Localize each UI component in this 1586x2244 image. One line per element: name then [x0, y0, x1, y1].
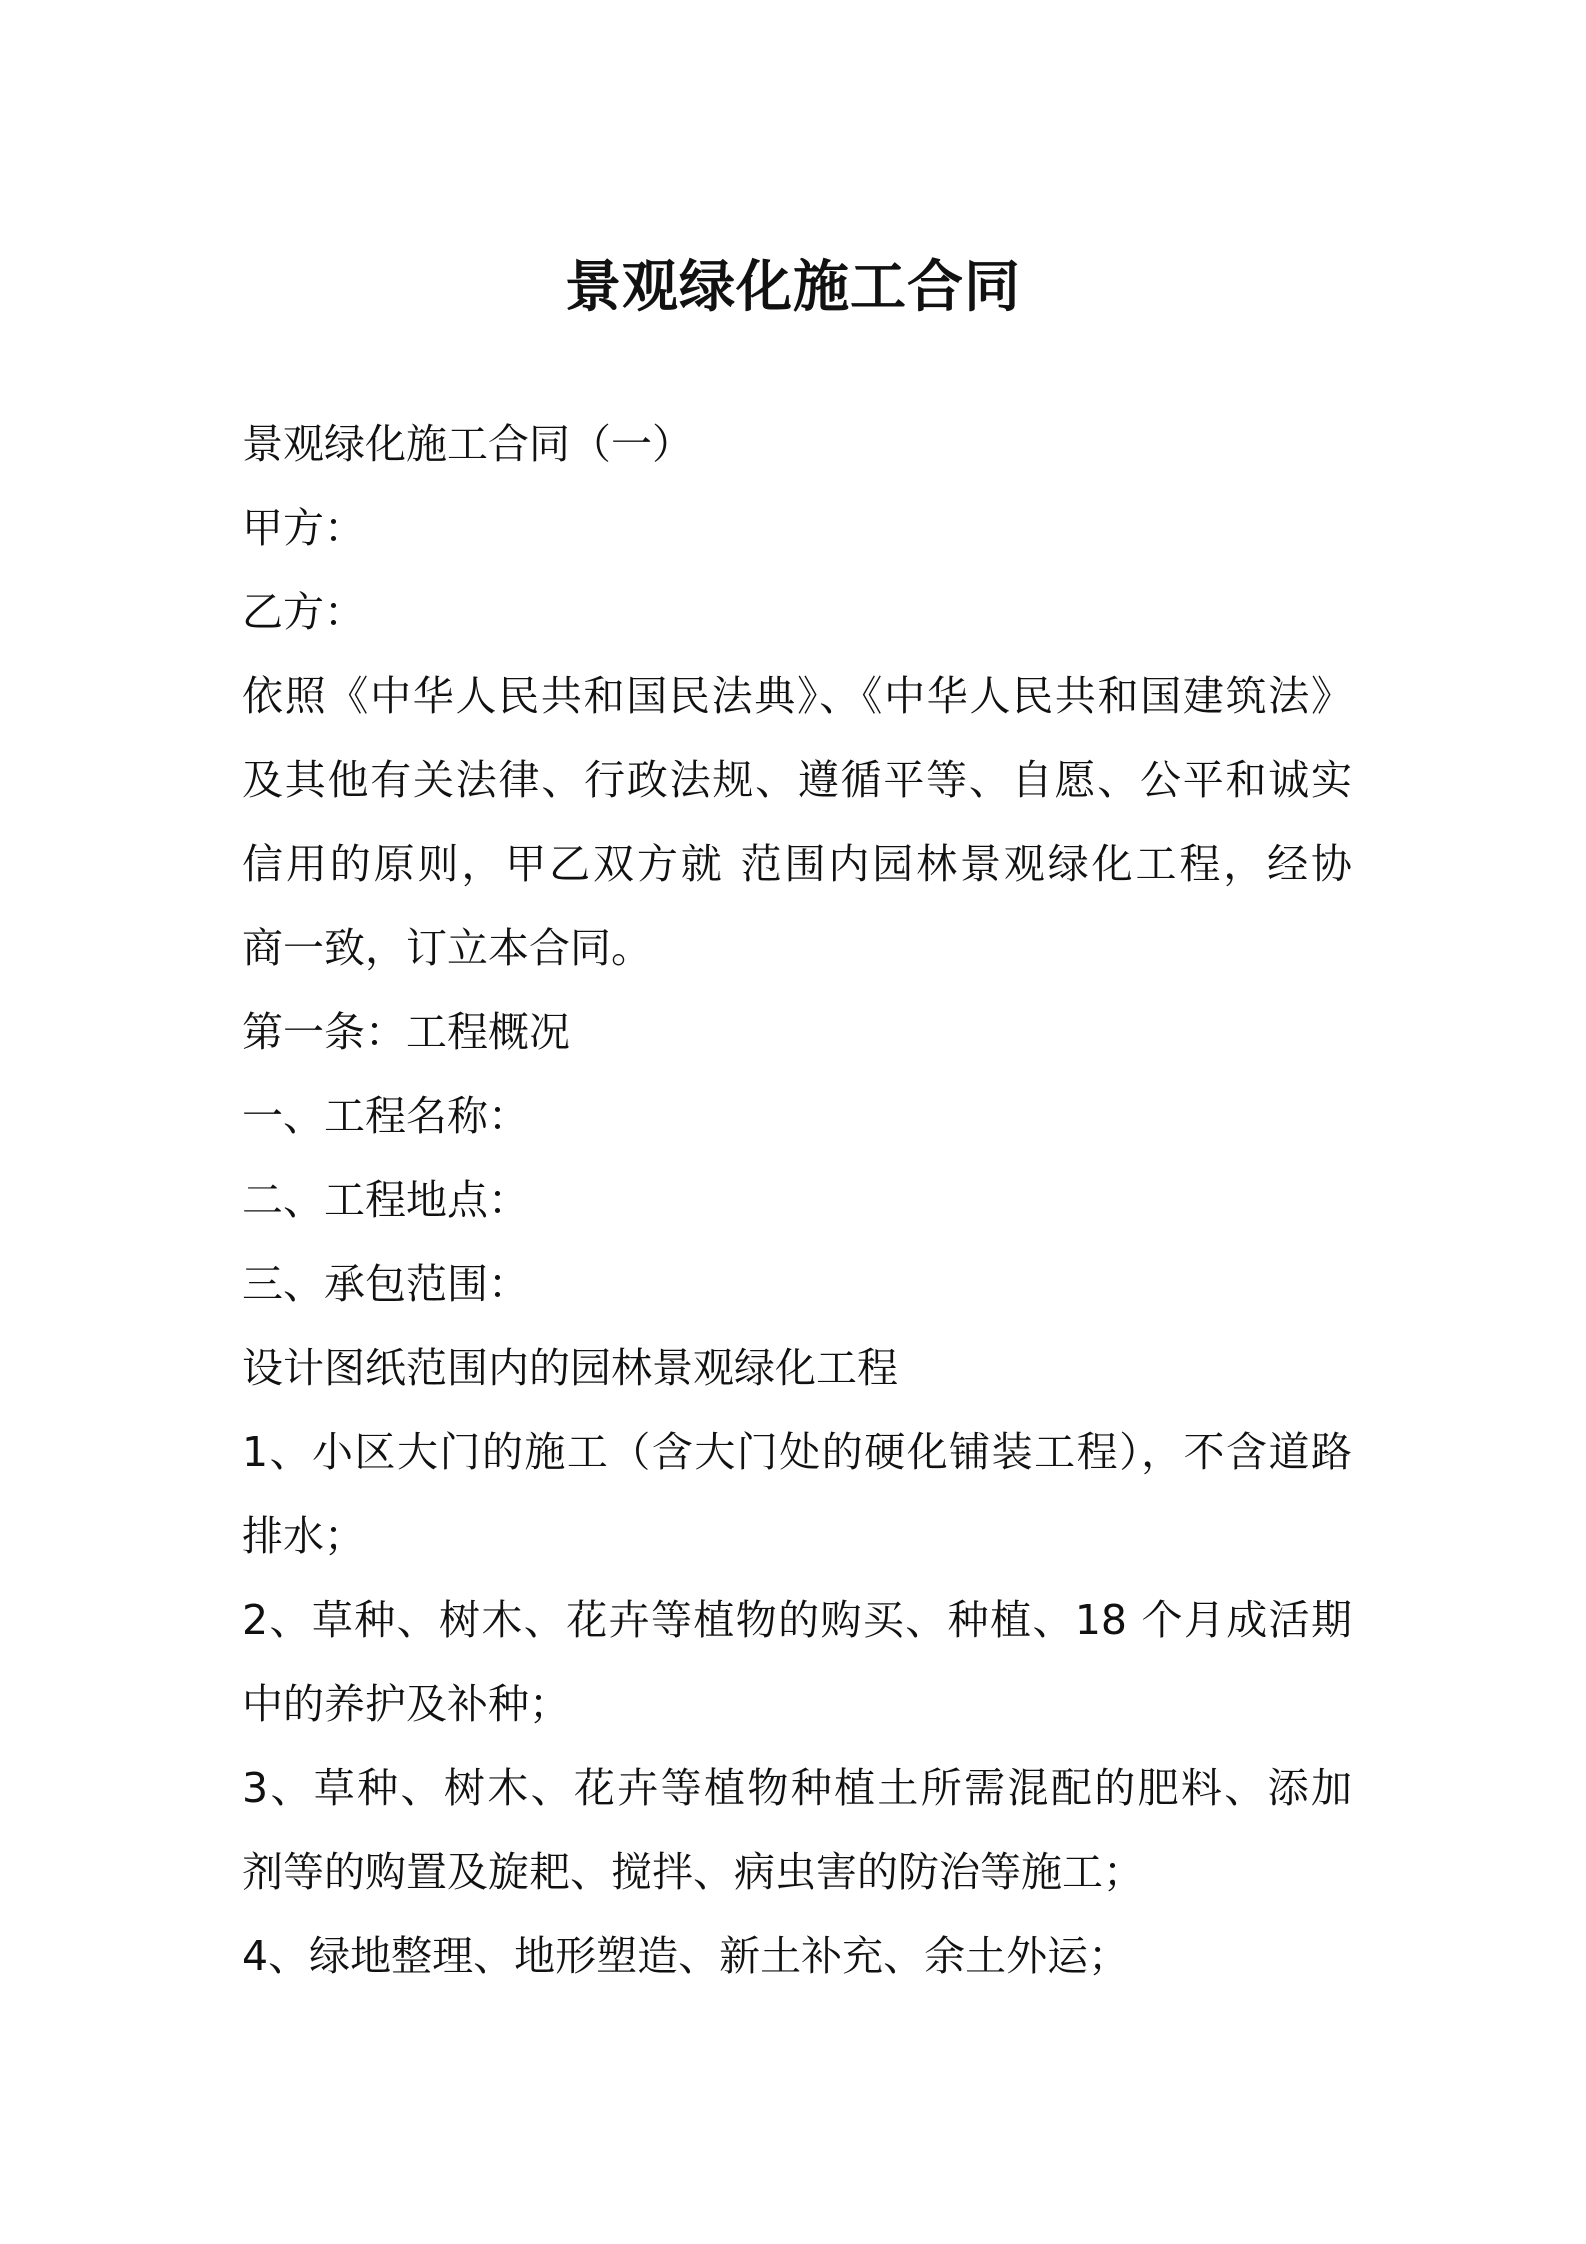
scope-item-line: 3、草种、树木、花卉等植物种植土所需混配的肥料、添加: [242, 1764, 1352, 1812]
scope-item-line: 4、绿地整理、地形塑造、新土补充、余土外运；: [242, 1932, 1130, 1980]
article-heading: 第一条：工程概况: [242, 1008, 570, 1056]
document-body: [242, 402, 1352, 1998]
preamble-line: 及其他有关法律、行政法规、遵循平等、自愿、公平和诚实: [242, 756, 1352, 804]
party-a-label: 甲方：: [242, 504, 365, 552]
document-title: 景观绿化施工合同: [565, 255, 1021, 320]
project-location-label: 二、工程地点：: [242, 1176, 529, 1224]
preamble-line: 商一致，订立本合同。: [242, 924, 652, 972]
scope-item-line: 剂等的购置及旋耙、搅拌、病虫害的防治等施工；: [242, 1848, 1144, 1896]
scope-item-line: 2、草种、树木、花卉等植物的购买、种植、18 个月成活期: [242, 1596, 1352, 1644]
contract-subtitle: 景观绿化施工合同（一）: [242, 420, 693, 468]
contract-scope-label: 三、承包范围：: [242, 1260, 529, 1308]
project-name-label: 一、工程名称：: [242, 1092, 529, 1140]
preamble-line: 依照《中华人民共和国民法典》、《中华人民共和国建筑法》: [242, 672, 1352, 720]
scope-description: 设计图纸范围内的园林景观绿化工程: [242, 1344, 898, 1392]
scope-item-line: 排水；: [242, 1512, 365, 1560]
scope-item-line: 1、小区大门的施工（含大门处的硬化铺装工程），不含道路: [242, 1428, 1352, 1476]
scope-item-line: 中的养护及补种；: [242, 1680, 570, 1728]
preamble-line: 信用的原则，甲乙双方就 范围内园林景观绿化工程，经协: [242, 840, 1352, 888]
party-b-label: 乙方：: [242, 588, 365, 636]
